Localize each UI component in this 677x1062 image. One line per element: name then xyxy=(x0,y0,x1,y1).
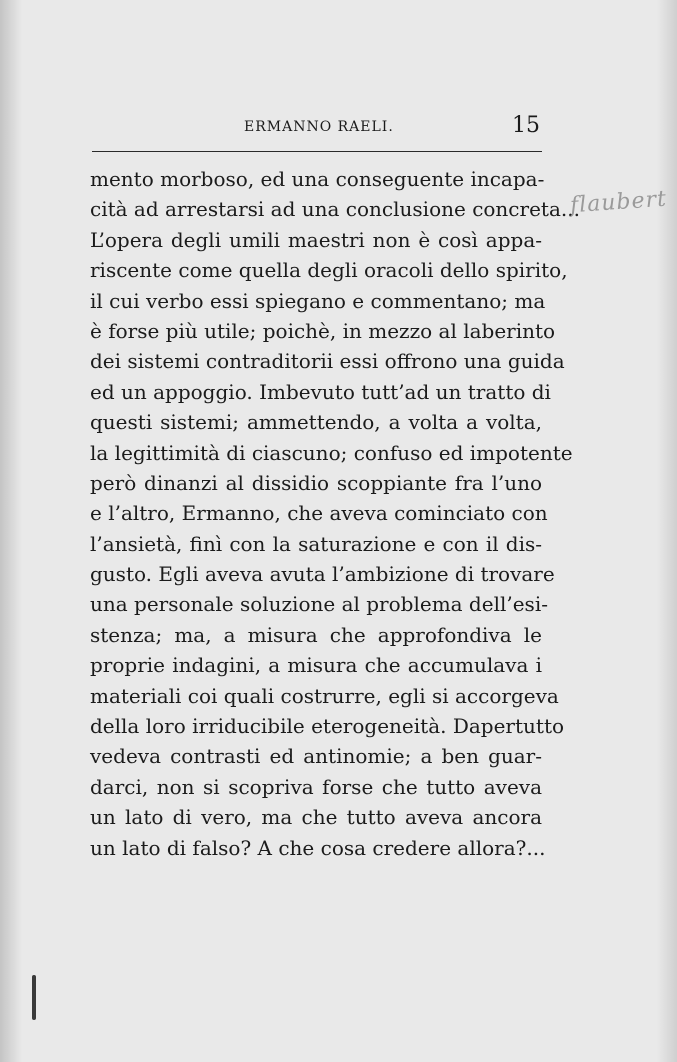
running-head xyxy=(90,115,542,145)
text-line: cità ad arrestarsi ad una conclusione concreta... xyxy=(90,197,580,222)
text-line-last: un lato di falso? A che cosa credere allora?... xyxy=(90,835,546,860)
page-number: 15 xyxy=(512,113,540,138)
text-line: la legittimità di ciascuno; confuso ed impotente xyxy=(90,440,573,465)
text-line: riscente come quella degli oracoli dello spirito, xyxy=(90,258,568,283)
text-line: è forse più utile; poichè, in mezzo al laberinto xyxy=(90,318,556,343)
handwritten-margin-note: flaubert xyxy=(569,186,668,219)
text-line: il cui verbo essi spiegano e commentano; ma xyxy=(90,288,546,313)
text-line: però dinanzi al dissidio scoppiante fra l’uno xyxy=(90,470,542,495)
text-line: della loro irriducibile eterogeneità. Dapertutto xyxy=(90,714,565,739)
text-line: L’opera degli umili maestri non è così appa- xyxy=(90,227,542,252)
text-line: materiali coi quali costrurre, egli si accorgeva xyxy=(90,683,559,708)
text-line: ed un appoggio. Imbevuto tutt’ad un tratto di xyxy=(90,379,551,404)
text-line: vedeva contrasti ed antinomie; a ben guar- xyxy=(90,744,542,769)
page-gutter-shadow xyxy=(0,0,22,1062)
header-rule xyxy=(92,151,542,152)
text-line: e l’altro, Ermanno, che aveva cominciato con xyxy=(90,501,548,526)
text-line: stenza; ma, a misura che approfondiva le xyxy=(90,622,542,647)
text-line: proprie indagini, a misura che accumulava i xyxy=(90,653,542,678)
page-edge-shadow xyxy=(657,0,677,1062)
text-line: l’ansietà, finì con la saturazione e con il dis- xyxy=(90,531,542,556)
text-line: darci, non si scopriva forse che tutto aveva xyxy=(90,774,542,799)
text-line: dei sistemi contraditorii essi offrono una guida xyxy=(90,349,565,374)
body-text xyxy=(90,164,580,863)
text-line: mento morboso, ed una conseguente incapa- xyxy=(90,167,545,191)
running-title: ERMANNO RAELI. xyxy=(244,119,394,135)
text-line: questi sistemi; ammettendo, a volta a volta, xyxy=(90,410,542,435)
binding-mark xyxy=(32,975,36,1020)
text-line: una personale soluzione al problema dell’esi- xyxy=(90,592,548,617)
text-line: un lato di vero, ma che tutto aveva ancora xyxy=(90,805,542,830)
text-line: gusto. Egli aveva avuta l’ambizione di trovare xyxy=(90,562,555,587)
